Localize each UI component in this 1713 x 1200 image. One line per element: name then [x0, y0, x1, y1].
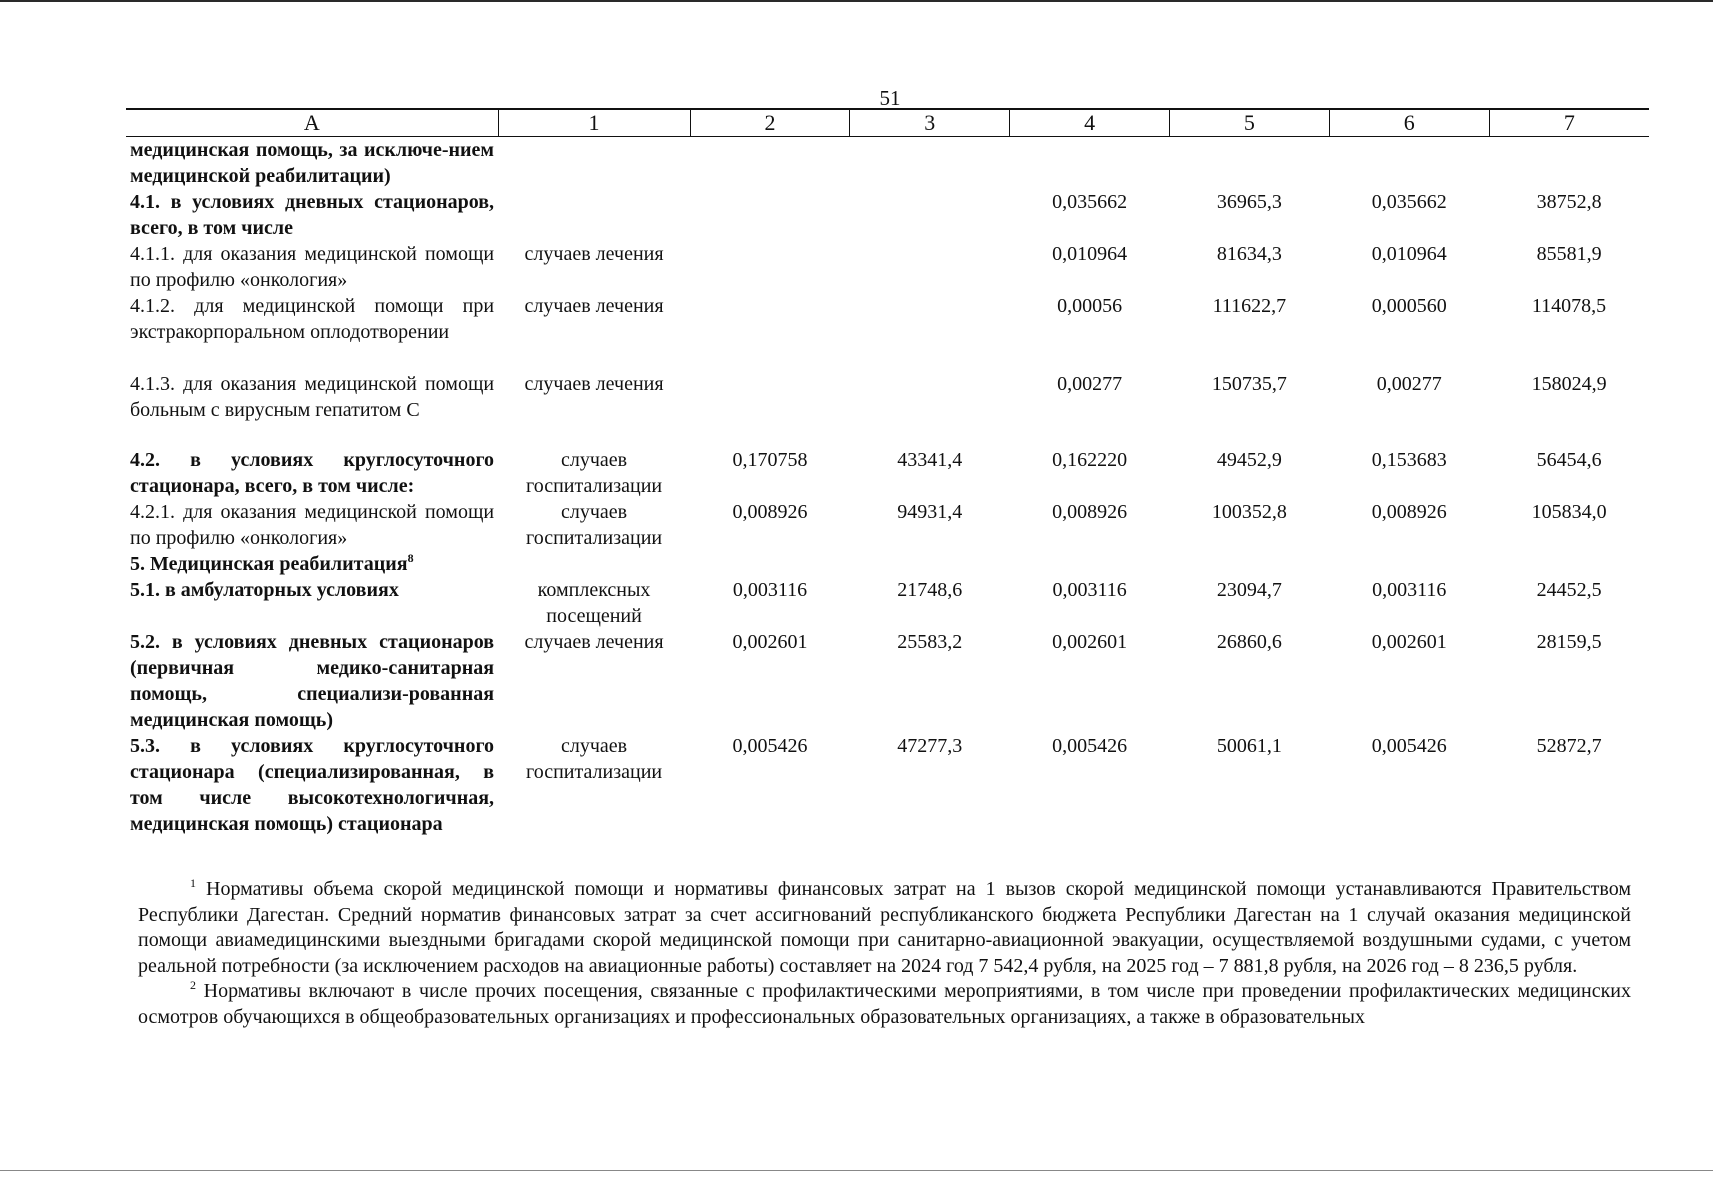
footnote — [138, 877, 1631, 979]
row-unit: комплексных посещений — [537, 579, 651, 627]
cell-v2: 0,003116 — [732, 579, 808, 601]
column-header-3: 3 — [850, 109, 1010, 137]
cell-v7: 158024,9 — [1531, 373, 1607, 395]
cell-v3 — [850, 371, 1010, 447]
row-name — [126, 629, 498, 733]
table-row — [126, 137, 1649, 190]
cell-v7: 114078,5 — [1531, 295, 1607, 317]
footnote-ref: 8 — [407, 551, 414, 565]
cell-v5: 150735,7 — [1211, 373, 1287, 395]
cell-v5: 36965,3 — [1216, 191, 1282, 213]
cell-v5: 111622,7 — [1212, 295, 1287, 317]
table-row — [126, 241, 1649, 293]
table-row — [126, 447, 1649, 499]
cell-v3: 43341,4 — [897, 449, 963, 471]
table-header-row — [126, 109, 1649, 137]
row-name-text: 5. Медицинская реабилитация — [130, 553, 408, 575]
cell-v2: 0,008926 — [732, 501, 808, 523]
row-name — [126, 577, 498, 629]
cell-v6: 0,010964 — [1371, 243, 1447, 265]
row-name-text: 5.2. в условиях дневных стационаров (первичная медико-санитарная помощь, специализи-рованная медицинская помощь) — [130, 631, 495, 731]
cell-v7: 38752,8 — [1536, 191, 1602, 213]
cell-v4: 0,00056 — [1057, 295, 1123, 317]
row-unit: случаев госпитализации — [526, 501, 663, 549]
cell-v2 — [690, 241, 850, 293]
column-header-1: 1 — [498, 109, 690, 137]
cell-v6: 0,000560 — [1371, 295, 1447, 317]
cell-v4: 0,005426 — [1052, 735, 1128, 757]
row-name-text: 4.1. в условиях дневных стационаров, всего, в том числе — [130, 191, 495, 239]
cell-v6 — [1329, 137, 1489, 190]
cell-v7 — [1489, 551, 1649, 577]
row-unit: случаев госпитализации — [526, 735, 663, 783]
footnote — [138, 979, 1631, 1030]
cell-v2 — [690, 551, 850, 577]
cell-v7: 56454,6 — [1536, 449, 1602, 471]
cell-v3 — [850, 137, 1010, 190]
column-header-4: 4 — [1010, 109, 1170, 137]
cell-v6: 0,153683 — [1371, 449, 1447, 471]
cell-v7: 52872,7 — [1536, 735, 1602, 757]
cell-v7 — [1489, 137, 1649, 190]
cell-v2 — [690, 137, 850, 190]
row-name — [126, 551, 498, 577]
table-row — [126, 551, 1649, 577]
cell-v4 — [1010, 137, 1170, 190]
row-unit: случаев лечения — [524, 631, 664, 653]
cell-v5: 49452,9 — [1216, 449, 1282, 471]
cell-v4: 0,010964 — [1052, 243, 1128, 265]
footnote-mark: 1 — [190, 876, 196, 890]
cell-v7: 105834,0 — [1531, 501, 1607, 523]
column-header-5: 5 — [1170, 109, 1330, 137]
footnote-mark: 2 — [190, 978, 196, 992]
cell-v2: 0,002601 — [732, 631, 808, 653]
cell-v5: 50061,1 — [1216, 735, 1282, 757]
row-name-text: 5.3. в условиях круглосуточного стационара (специализированная, в том числе высокотехнологичная, медицинская помощь) стационара — [130, 735, 495, 835]
column-header-6: 6 — [1329, 109, 1489, 137]
table-row — [126, 189, 1649, 241]
footnotes — [138, 877, 1631, 1030]
cell-v5: 23094,7 — [1216, 579, 1282, 601]
cell-v2 — [690, 189, 850, 241]
table-row — [126, 733, 1649, 837]
cell-v6: 0,035662 — [1371, 191, 1447, 213]
cell-v3 — [850, 241, 1010, 293]
cell-v3: 25583,2 — [897, 631, 963, 653]
cell-v3 — [850, 551, 1010, 577]
cell-v2: 0,005426 — [732, 735, 808, 757]
cell-v5: 26860,6 — [1216, 631, 1282, 653]
cell-v5: 81634,3 — [1216, 243, 1282, 265]
row-name — [126, 241, 498, 293]
row-name — [126, 499, 498, 551]
table-row — [126, 577, 1649, 629]
row-unit — [498, 189, 690, 241]
cell-v3: 47277,3 — [897, 735, 963, 757]
row-unit: случаев госпитализации — [526, 449, 663, 497]
cell-v6: 0,003116 — [1372, 579, 1447, 601]
row-unit: случаев лечения — [524, 295, 664, 317]
column-header-a: А — [126, 109, 498, 137]
row-name-text: 4.2.1. для оказания медицинской помощи по профилю «онкология» — [130, 501, 495, 549]
row-name-text: 4.1.3. для оказания медицинской помощи больным с вирусным гепатитом С — [130, 373, 495, 421]
cell-v4: 0,003116 — [1052, 579, 1127, 601]
cell-v7: 85581,9 — [1536, 243, 1602, 265]
row-name-text: медицинская помощь, за исключе-нием медицинской реабилитации) — [130, 139, 495, 187]
cell-v6 — [1329, 551, 1489, 577]
row-name — [126, 447, 498, 499]
column-header-2: 2 — [690, 109, 850, 137]
scan-edge-top — [0, 0, 1713, 2]
cell-v4: 0,008926 — [1052, 501, 1128, 523]
cell-v3: 94931,4 — [897, 501, 963, 523]
cell-v3: 21748,6 — [897, 579, 963, 601]
cell-v5 — [1170, 551, 1330, 577]
table-row — [126, 371, 1649, 447]
table-row — [126, 499, 1649, 551]
row-name-text: 4.1.2. для медицинской помощи при экстракорпоральном оплодотворении — [130, 295, 495, 343]
cell-v2 — [690, 293, 850, 371]
cell-v3 — [850, 293, 1010, 371]
cell-v4 — [1010, 551, 1170, 577]
row-name-text: 5.1. в амбулаторных условиях — [130, 579, 399, 601]
row-name — [126, 371, 498, 447]
cell-v7: 28159,5 — [1536, 631, 1602, 653]
cell-v7: 24452,5 — [1536, 579, 1602, 601]
cell-v2 — [690, 371, 850, 447]
row-unit: случаев лечения — [524, 243, 664, 265]
row-name — [126, 733, 498, 837]
cell-v6: 0,005426 — [1371, 735, 1447, 757]
cell-v6: 0,00277 — [1376, 373, 1442, 395]
row-unit: случаев лечения — [524, 373, 664, 395]
cell-v5 — [1170, 137, 1330, 190]
row-unit — [498, 551, 690, 577]
cell-v4: 0,162220 — [1052, 449, 1128, 471]
cell-v6: 0,002601 — [1371, 631, 1447, 653]
scan-edge-bottom — [0, 1170, 1713, 1171]
page-number: 51 — [879, 86, 901, 110]
footnote-text: Нормативы объема скорой медицинской помощи и нормативы финансовых затрат на 1 вызов скорой медицинской помощи устанавливаются Правительством Республики Дагестан. Средний норматив финансовых затрат за счет ассигнований республиканского бюджета Республики Дагестан на 1 случай оказания медицинской помощи авиамедицинскими выездными бригадами скорой медицинской помощи при санитарно-авиационной эвакуации, осуществляемой воздушными судами, с учетом реальной потребности (за исключением расходов на авиационные работы) составляет на 2024 год 7 542,4 рубля, на 2025 год – 7 881,8 рубля, на 2026 год – 8 236,5 рубля. — [138, 878, 1632, 977]
cell-v2: 0,170758 — [732, 449, 808, 471]
norms-table — [126, 108, 1649, 837]
column-header-7: 7 — [1489, 109, 1649, 137]
cell-v6: 0,008926 — [1371, 501, 1447, 523]
row-name — [126, 137, 498, 190]
cell-v5: 100352,8 — [1211, 501, 1287, 523]
row-name — [126, 293, 498, 371]
cell-v4: 0,00277 — [1057, 373, 1123, 395]
cell-v4: 0,035662 — [1052, 191, 1128, 213]
row-name — [126, 189, 498, 241]
footnote-text: Нормативы включают в числе прочих посещения, связанные с профилактическими мероприятиями, в том числе при проведении профилактических медицинских осмотров обучающихся в общеобразовательных организациях и профессиональных образовательных организациях, а также в образовательных — [138, 980, 1632, 1028]
row-unit — [498, 137, 690, 190]
table-body — [126, 137, 1649, 838]
table-row — [126, 629, 1649, 733]
row-name-text: 4.2. в условиях круглосуточного стационара, всего, в том числе: — [130, 449, 495, 497]
row-name-text: 4.1.1. для оказания медицинской помощи по профилю «онкология» — [130, 243, 495, 291]
cell-v4: 0,002601 — [1052, 631, 1128, 653]
table-row — [126, 293, 1649, 371]
cell-v3 — [850, 189, 1010, 241]
